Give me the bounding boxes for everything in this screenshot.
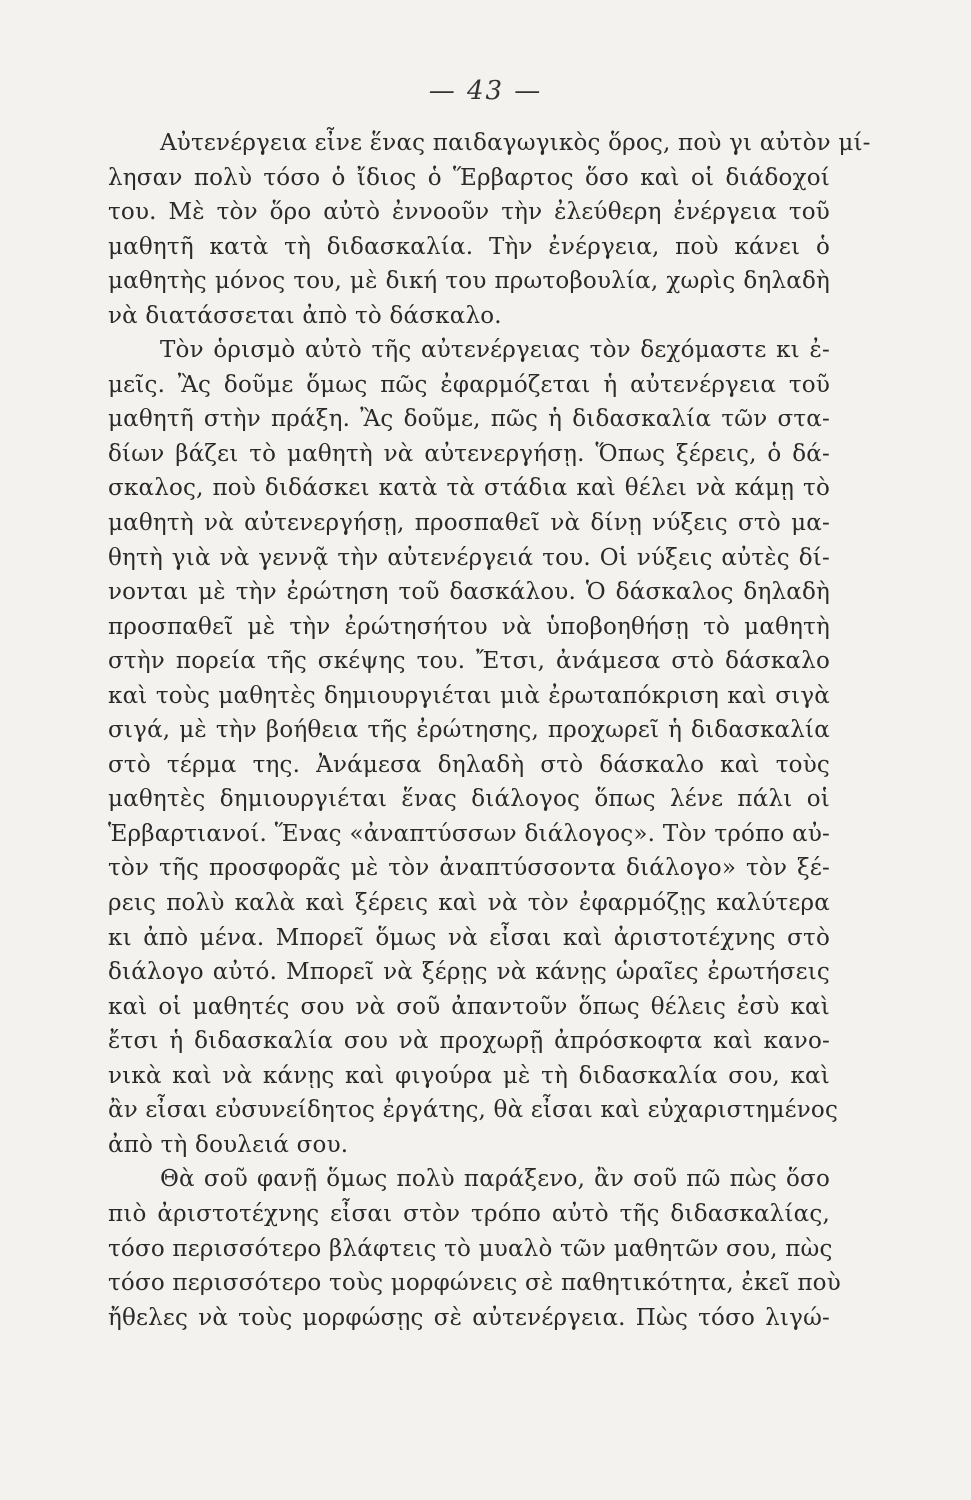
text-line: του. Μὲ τὸν ὅρο αὐτὸ ἐννοοῦν τὴν ἐλεύθερη ἐνέργεια τοῦ (108, 199, 830, 226)
text-line: μαθητῆ στὴν πράξη. Ἂς δοῦμε, πῶς ἡ διδασκαλία τῶν στα- (108, 406, 830, 433)
text-line: καὶ οἱ μαθητές σου νὰ σοῦ ἀπαντοῦν ὅπως θέλεις ἐσὺ καὶ (108, 993, 830, 1020)
text-line: τόσο περισσότερο τοὺς μορφώνεις σὲ παθητικότητα, ἐκεῖ ποὺ (108, 1270, 841, 1297)
text-line: σκαλος, ποὺ διδάσκει κατὰ τὰ στάδια καὶ θέλει νὰ κάμῃ τὸ (108, 475, 830, 502)
text-line: λησαν πολὺ τόσο ὁ ἴδιος ὁ Ἕρβαρτος ὅσο καὶ οἱ διάδοχοί (108, 164, 830, 191)
text-line: Τὸν ὁρισμὸ αὐτὸ τῆς αὐτενέργειας τὸν δεχόμαστε κι ἐ- (160, 337, 830, 364)
text-line: ἔτσι ἡ διδασκαλία σου νὰ προχωρῇ ἀπρόσκοφτα καὶ κανο- (108, 1028, 830, 1055)
text-line: ρεις πολὺ καλὰ καὶ ξέρεις καὶ νὰ τὸν ἐφαρμόζῃς καλύτερα (108, 890, 830, 917)
text-line: στὴν πορεία τῆς σκέψης του. Ἔτσι, ἀνάμεσα στὸ δάσκαλο (108, 648, 830, 675)
text-line: προσπαθεῖ μὲ τὴν ἐρώτησήτου νὰ ὑποβοηθήσῃ τὸ μαθητὴ (108, 613, 830, 640)
text-line: νονται μὲ τὴν ἐρώτηση τοῦ δασκάλου. Ὁ δάσκαλος δηλαδὴ (108, 579, 830, 606)
text-line: νὰ διατάσσεται ἀπὸ τὸ δάσκαλο. (108, 302, 502, 329)
text-line: τόσο περισσότερο βλάφτεις τὸ μυαλὸ τῶν μαθητῶν σου, πὼς (108, 1235, 833, 1262)
body-text (108, 126, 871, 1335)
text-line: Θὰ σοῦ φανῇ ὅμως πολὺ παράξενο, ἂν σοῦ πῶ πὼς ὅσο (160, 1166, 830, 1193)
text-line: καὶ τοὺς μαθητὲς δημιουργιέται μιὰ ἐρωταπόκριση καὶ σιγὰ (108, 682, 830, 709)
text-line: πιὸ ἀριστοτέχνης εἶσαι στὸν τρόπο αὐτὸ τῆς διδασκαλίας, (108, 1200, 830, 1227)
text-line: μεῖς. Ἂς δοῦμε ὅμως πῶς ἐφαρμόζεται ἡ αὐτενέργεια τοῦ (108, 371, 830, 398)
text-line: μαθητὲς δημιουργιέται ἕνας διάλογος ὅπως λένε πάλι οἱ (108, 786, 830, 813)
text-line: Ἑρβαρτιανοί. Ἕνας «ἀναπτύσσων διάλογος». Τὸν τρόπο αὐ- (108, 820, 830, 847)
text-line: Αὐτενέργεια εἶνε ἕνας παιδαγωγικὸς ὅρος, ποὺ γι αὐτὸν μί- (160, 130, 871, 156)
text-line: μαθητῆ κατὰ τὴ διδασκαλία. Τὴν ἐνέργεια, ποὺ κάνει ὁ (108, 233, 830, 260)
text-line: νικὰ καὶ νὰ κάνῃς καὶ φιγούρα μὲ τὴ διδασκαλία σου, καὶ (108, 1062, 830, 1089)
text-line: διάλογο αὐτό. Μπορεῖ νὰ ξέρῃς νὰ κάνῃς ὡραῖες ἐρωτήσεις (108, 959, 830, 986)
page-number: — 43 — (428, 76, 543, 106)
text-line: κι ἀπὸ μένα. Μπορεῖ ὅμως νὰ εἶσαι καὶ ἀριστοτέχνης στὸ (108, 924, 830, 951)
text-line: τὸν τῆς προσφορᾶς μὲ τὸν ἀναπτύσσοντα διάλογο» τὸν ξέ- (108, 855, 830, 882)
text-line: ἂν εἶσαι εὐσυνείδητος ἐργάτης, θὰ εἶσαι καὶ εὐχαριστημένος (108, 1097, 839, 1124)
text-line: μαθητὴ νὰ αὐτενεργήσῃ, προσπαθεῖ νὰ δίνῃ νύξεις στὸ μα- (108, 510, 830, 537)
text-line: στὸ τέρμα της. Ἀνάμεσα δηλαδὴ στὸ δάσκαλο καὶ τοὺς (108, 751, 830, 778)
text-line: σιγά, μὲ τὴν βοήθεια τῆς ἐρώτησης, προχωρεῖ ἡ διδασκαλία (108, 717, 830, 744)
text-line: δίων βάζει τὸ μαθητὴ νὰ αὐτενεργήσῃ. Ὅπως ξέρεις, ὁ δά- (108, 440, 830, 467)
text-line: ἤθελες νὰ τοὺς μορφώσῃς σὲ αὐτενέργεια. Πὼς τόσο λιγώ- (108, 1304, 830, 1331)
text-line: ἀπὸ τὴ δουλειά σου. (108, 1131, 349, 1158)
text-line: θητὴ γιὰ νὰ γεννᾷ τὴν αὐτενέργειά του. Οἱ νύξεις αὐτὲς δί- (108, 544, 830, 571)
text-line: μαθητὴς μόνος του, μὲ δική του πρωτοβουλία, χωρὶς δηλαδὴ (108, 268, 830, 295)
